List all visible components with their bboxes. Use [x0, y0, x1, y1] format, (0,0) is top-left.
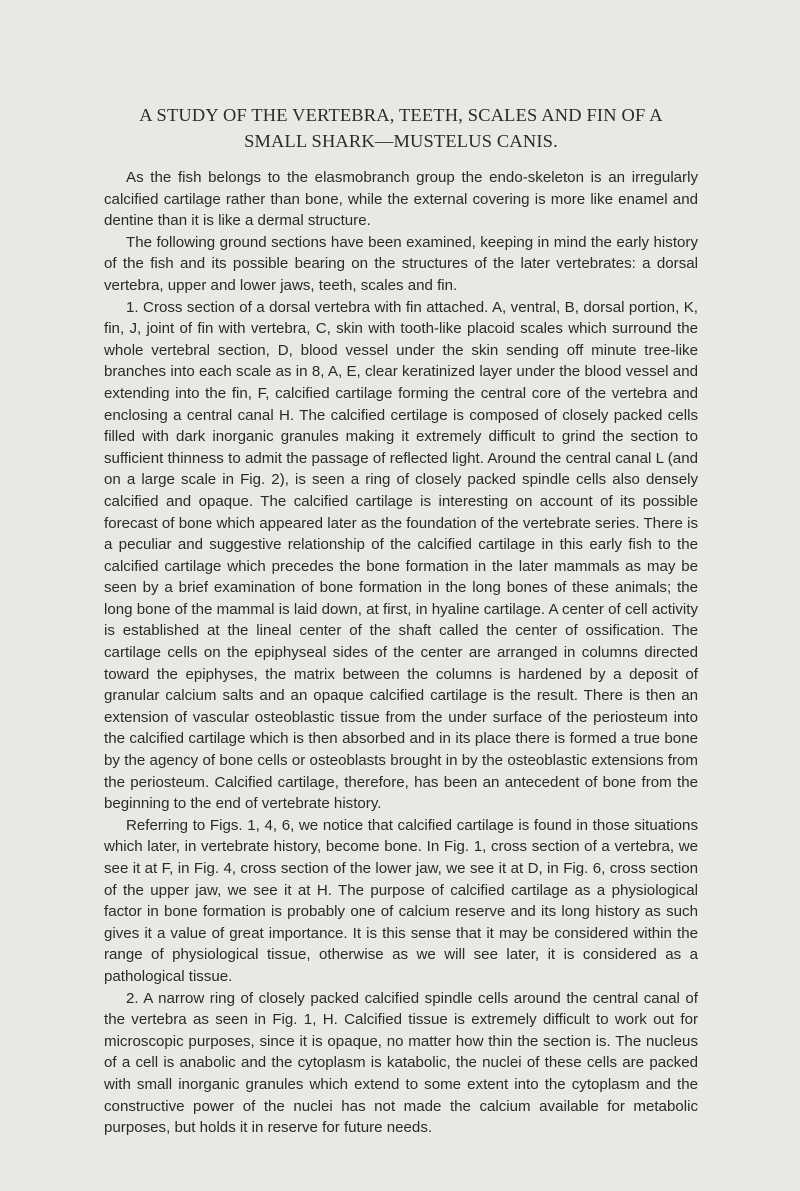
article-body	[104, 167, 698, 1139]
paragraph-intro: As the fish belongs to the elasmobranch group the endo-skeleton is an irregularly calcified cartilage rather than bone, while the external covering is more like enamel and dentine than it is like a dermal structure.	[104, 169, 698, 230]
paragraph-figures-reference: Referring to Figs. 1, 4, 6, we notice that calcified cartilage is found in those situations which later, in vertebrate history, become bone. In Fig. 1, cross section of a vertebra, we see it at F, in Fig. 4, cross section of the lower jaw, we see it at D, in Fig. 6, cross section of the upper jaw, we see it at H. The purpose of calcified cartilage as a physiological factor in bone formation is probably one of calcium reserve and its long history as such gives it a value of great importance. It is this sense that it may be considered within the range of physiological tissue, otherwise as we will see later, it is considered as a pathological tissue.	[104, 816, 698, 985]
paragraph-item-2: 2. A narrow ring of closely packed calcified spindle cells around the central canal of the vertebra as seen in Fig. 1, H. Calcified tissue is extremely difficult to work out for microscopic purposes, since it is opaque, no matter how thin the section is. The nucleus of a cell is anabolic and the cytoplasm is katabolic, the nuclei of these cells are packed with small inorganic granules which extend to some extent into the cytoplasm and the constructive power of the nuclei has not made the calcium available for metabolic purposes, but holds it in reserve for future needs.	[104, 989, 698, 1137]
article	[104, 102, 698, 1139]
article-title	[104, 102, 698, 154]
paragraph-item-1: 1. Cross section of a dorsal vertebra with fin attached. A, ventral, B, dorsal portion, K, fin, J, joint of fin with vertebra, C, skin with tooth-like placoid scales which surround the whole vertebral section, D, blood vessel under the skin sending off minute tree-like branches into each scale as in 8, A, E, clear keratinized layer under the blood vessel and extending into the fin, F, calcified cartilage forming the central core of the vertebra and enclosing a central canal H. The calcified certilage is composed of closely packed cells filled with dark inorganic granules making it extremely difficult to grind the section to sufficient thinness to admit the passage of reflected light. Around the central canal L (and on a large scale in Fig. 2), is seen a ring of closely packed spindle cells also densely calcified and opaque. The calcified cartilage is interesting on account of its possible forecast of bone which appeared later as the foundation of the vertebrate series. There is a peculiar and suggestive relationship of the calcified cartilage in this early fish to the calcified cartilage which precedes the bone formation in the later mammals as may be seen by a brief examination of bone formation in the long bones of these animals; the long bone of the mammal is laid down, at first, in hyaline cartilage. A center of cell activity is established at the lineal center of the shaft called the center of ossification. The cartilage cells on the epiphyseal sides of the center are arranged in columns directed toward the epiphyses, the matrix between the columns is hardened by a deposit of granular calcium salts and an opaque calcified cartilage is the result. There is then an extension of vascular osteoblastic tissue from the under surface of the periosteum into the calcified cartilage which is then absorbed and in its place there is formed a true bone by the agency of bone cells or osteoblasts brought in by the osteoblastic extensions from the periosteum. Calcified cartilage, therefore, has been an antecedent of bone from the beginning to the end of vertebrate history.	[104, 298, 698, 813]
title-line-1: A STUDY OF THE VERTEBRA, TEETH, SCALES AND FIN OF A	[139, 105, 663, 125]
paragraph-sections-examined: The following ground sections have been examined, keeping in mind the early history of the fish and its possible bearing on the structures of the later vertebrates: a dorsal vertebra, upper and lower jaws, teeth, scales and fin.	[104, 233, 698, 294]
title-line-2: SMALL SHARK—MUSTELUS CANIS.	[244, 131, 558, 151]
